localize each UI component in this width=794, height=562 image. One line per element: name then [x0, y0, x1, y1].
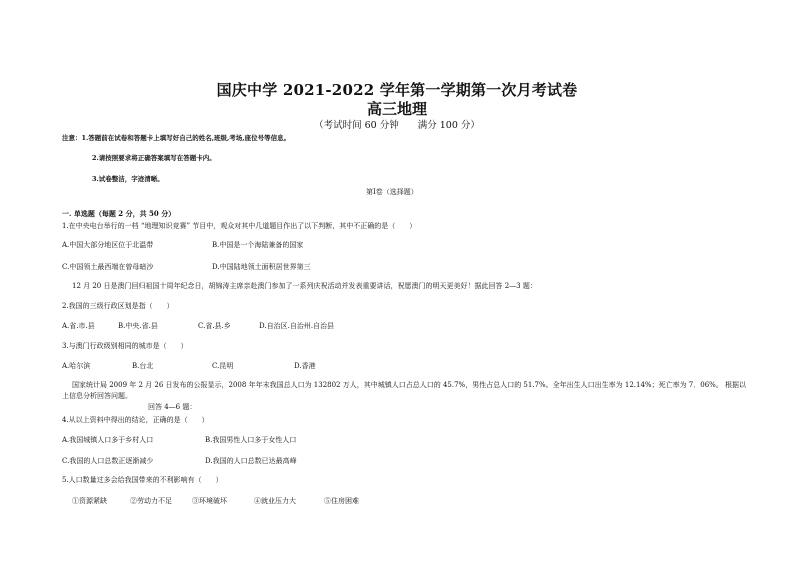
question-1-option-b: B.中国是一个海陆兼备的国家: [212, 241, 304, 249]
question-1-option-c: C.中国领土最西端在曾母暗沙: [62, 263, 154, 271]
question-3-stem: 3.与澳门行政级别相同的城市是（ ）: [62, 342, 188, 350]
question-2-option-b: B.中央.省.县: [118, 322, 158, 330]
question-3-option-c: C.昆明: [212, 362, 234, 370]
question-3-option-a: A.哈尔滨: [62, 362, 91, 370]
note-2: 2.请按照要求将正确答案填写在答题卡内。: [92, 154, 216, 162]
exam-subject: 高三地理: [366, 100, 427, 118]
question-1-stem: 1.在中央电台举行的一档 “地理知识竞赛” 节目中，观众对其中几道题目作出了以下判断，其中不正确的是（ ）: [62, 222, 417, 230]
question-3-option-b: B.台北: [132, 362, 154, 370]
question-4-option-b: B.我国男性人口多于女性人口: [205, 436, 297, 444]
question-1-option-d: D.中国陆地领土面积居世界第三: [212, 263, 311, 271]
passage-2-line-1: 国家统计局 2009 年 2 月 26 日发布的公报显示，2008 年年末我国总人口为 132802 万人，其中城镇人口占总人口的 45.7%，男性占总人口的 51.7%。全年出生人口出生率为 12.14%；死亡率为 7．06%。 根据以: [72, 381, 747, 389]
question-2-option-a: A.省.市.县: [62, 322, 95, 330]
question-2-option-c: C.省.县.乡: [198, 322, 231, 330]
question-3-option-d: D.香港: [294, 362, 316, 370]
passage-3: 回答 4—6 题：: [148, 403, 197, 411]
question-5-item-2: ②劳动力不足: [130, 497, 172, 505]
question-4-option-d: D.我国的人口总数已达最高峰: [205, 457, 297, 465]
question-1-option-a: A.中国大部分地区位于北温带: [62, 241, 154, 249]
question-2-option-d: D.自治区.自治州.自治县: [259, 322, 335, 330]
section-heading: 一. 单选题（每题 2 分，共 50 分）: [62, 209, 176, 218]
question-5-item-1: ①资源紧缺: [72, 497, 107, 505]
question-5-item-3: ③环境破坏: [192, 497, 227, 505]
note-1: 注意：1.答题前在试卷和答题卡上填写好自己的姓名,班级,考场,座位号等信息。: [62, 134, 291, 142]
question-2-stem: 2.我国的三级行政区划是指（ ）: [62, 302, 174, 310]
passage-1: 12 月 20 日是澳门回归祖国十周年纪念日，胡锦涛主席亲赴澳门参加了一系列庆祝活动并发表重要讲话，祝愿澳门的明天更美好！据此回答 2—3 题：: [72, 282, 537, 290]
question-4-option-c: C.我国的人口总数正逐渐减少: [62, 457, 154, 465]
passage-2-line-2: 上信息分析回答问题。: [62, 392, 132, 400]
question-4-stem: 4.从以上资料中得出的结论，正确的是（ ）: [62, 416, 209, 424]
exam-title: 国庆中学 2021-2022 学年第一学期第一次月考试卷: [216, 81, 578, 99]
question-5-item-5: ⑤住房困难: [324, 497, 359, 505]
question-4-option-a: A.我国城镇人口多于乡村人口: [62, 436, 154, 444]
question-5-stem: 5.人口数量过多会给我国带来的不利影响有（ ）: [62, 476, 223, 484]
exam-info: （考试时间 60 分钟 满分 100 分）: [314, 120, 480, 131]
part-title: 第Ⅰ卷（选择题）: [366, 188, 418, 196]
question-5-item-4: ④就业压力大: [254, 497, 296, 505]
note-3: 3.试卷整洁，字迹清晰。: [92, 175, 164, 183]
